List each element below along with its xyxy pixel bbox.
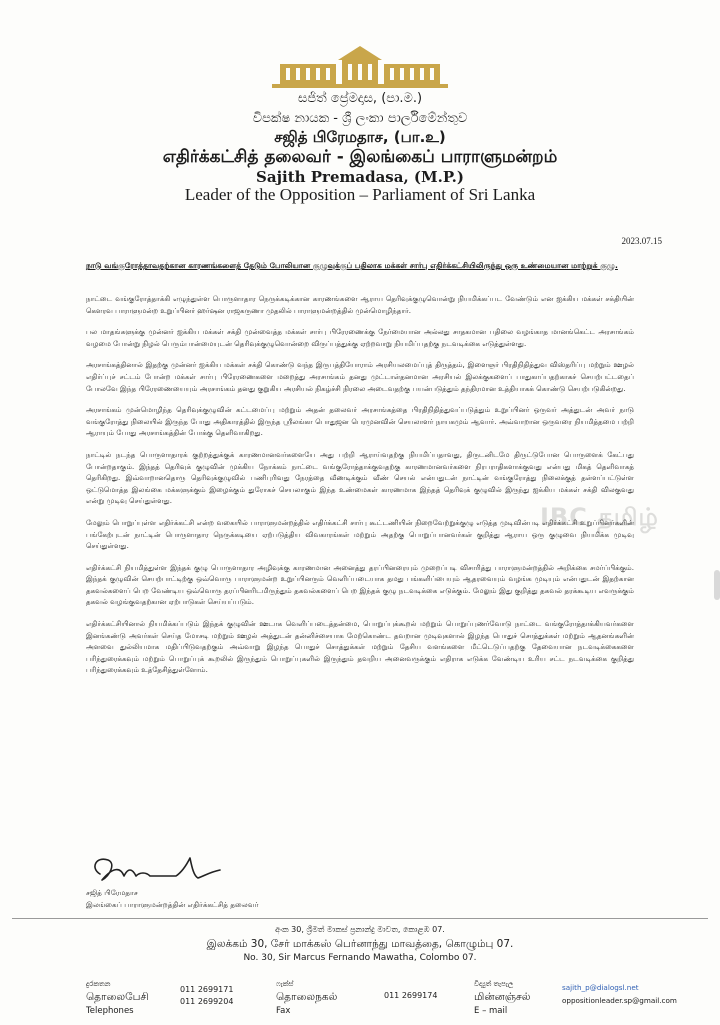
address-english: No. 30, Sir Marcus Fernando Mawatha, Colombo 07. [243, 953, 477, 963]
english-name: Sajith Premadasa, (M.P.) [256, 168, 464, 186]
body-paragraph: எதிர்க்கட்சி நியமித்துள்ள இந்தக் குழு பொருளாதார அழிவுக்கு காரணமான அனைத்து தரப்பினரையும் முறைப்படி விசாரித்து பாராளுமன்றத்தில் அறிக்கை சமர்ப்பிக்கும். இந்தக் குழுவின் செயற்பாட்டிற்கு ஒவ்வொரு பாராளுமன்ற உறுப்பினரும் வெளிப்படையாக தமது பங்களிப்பையும் ஆதரவையும் வழங்க முடியும் என்பதுடன் இதற்கான தகவல்களைப் பெற வேண்டிய ஒவ்வொரு தரப்பினரிடமிருந்தும் தகவல்களைப் பெற இந்தக் குழு நடவடிக்கை எடுக்கும். மேலும் இது குறித்து தகவல் தரக்கூடிய எவருக்கும் தகவல் வழங்குவதற்கான ஏற்பாடுகள் செய்யப்படும். [86, 562, 634, 607]
fax-label-tamil: தொலைநகல் [276, 991, 338, 1003]
phone-number: 011 2699204 [180, 997, 234, 1006]
email-label-english: E – mail [474, 1006, 508, 1016]
letter-body [86, 293, 634, 686]
body-paragraph: எதிர்க்கட்சியினால் நியமிக்கப்படும் இந்தக் குழுவின் ஊடாக வெளிப்படைத்தன்மை, பொறுப்புக்கூறல் மற்றும் பொறுப்புணர்வோடு நாட்டை வங்குரோத்தாக்கியவர்களை இனங்கண்டு அவர்கள் செய்த மோசடி மற்றும் ஊழல் அத்துடன் தன்னிச்சையாக மேற்கொண்ட தவறான முடிவுகளால் இழந்த பொதுச் சொத்துக்கள் மற்றும் ஆதனங்களின் அளவை துல்லியமாக மதிப்பிடுவதற்கும் அவ்வாறு இழந்த பொதுச் சொத்துக்கள் மற்றும் தேசிய வளங்களை மீட்டெடுப்பதற்கு தேவையான நடவடிக்கைகளை பரிந்துரைக்கவும் மற்றும் பொறுப்புக் கூறலில் இருந்தும் பொறுப்புகளில் இருந்தும் தவறிய அனைவருக்கும் எதிராக எடுக்க வேண்டிய உரிய சட்ட நடவடிக்கை குறித்து பரிந்துரைக்கவும் உத்தேசித்துள்ளோம். [86, 619, 634, 675]
sinhala-title: විපක්ෂ නායක - ශ්‍රී ලංකා පාර්ලිමේන්තුව [252, 111, 468, 126]
sinhala-name: සජිත් ප්‍රේමදාස, (පා.ම.) [297, 91, 423, 106]
email-address[interactable]: oppositionleader.sp@gmail.com [562, 996, 677, 1005]
signatory-name: சஜித் பிரேமதாச [86, 888, 138, 897]
email-label-sinhala: විද්‍යුත් තැපැල [474, 980, 514, 988]
body-paragraph: நாட்டில் நடந்த பொருளாதாரக் குற்றத்துக்குக் காரணமானவர்களையே அது பற்றி ஆராய்வதற்கு நியமிப்பதாவது, திருடனிடமே திருட்டுபோன பொருளைக் கேட்பது போன்றதாகும். இந்தத் தெரிவுக் குழுவின் முக்கிய நோக்கம் நாட்டை வங்குரோத்தாக்குவதற்கு காரணமானவர்களை நிரபராதிகளாக்குவது என்பது மிகத் தெளிவாகத் தெரிகிறது. இவ்வாறானதொரு தெரிவுக்குழுவில் பணிபுரிவது நேரத்தை வீணடிக்கும் வீண் செயல் என்பதுடன் நாட்டின் வங்குரோத்து நிலைக்குத் தள்ளப்பட்டுள்ள ஒட்டுமொத்த இலங்கை மக்களுக்கும் இழைக்கும் துரோகச் செயலாகும் இந்த உண்மைகள் காரணமாக இந்தத் தெரிவுக் குழுவில் இருந்து ஐக்கிய மக்கள் சக்தி விலகுவது என்று முடிவு செய்துள்ளது. [86, 449, 634, 506]
tamil-title: எதிர்க்கட்சித் தலைவர் - இலங்கைப் பாராளுமன்றம் [162, 147, 558, 167]
address-sinhala: අංක 30, ශ්‍රීමත් මාකස් ප්‍රනාන්දු මාවත, කොළඹ 07. [275, 925, 445, 934]
signatory-title: இலங்கைப் பாராளுமன்றத்தின் எதிர்க்கட்சித் தலைவர் [86, 900, 259, 909]
fax-label-english: Fax [276, 1006, 291, 1016]
phone-number: 011 2699171 [180, 985, 234, 994]
letter-subject: நாடு வங்குரோத்தாவதற்கான காரணங்களைத் தேடும் போலியான குழுவுக்குப் பதிலாக மக்கள் சார்பு எதிர்க்கட்சியிலிருந்து ஒரு உண்மையான மாற்றுக் குழு. [86, 261, 618, 270]
tamil-name: சஜித் பிரேமதாச, (பா.உ) [274, 128, 446, 146]
body-paragraph: அரசாங்கத்தினால் இதற்கு முன்னர் ஐக்கிய மக்கள் சக்தி கொண்டு வந்த இருபத்தியோராம் அரசியலமைப்புத் திருத்தம், இளைஞர் பிரதிநிதித்துவ விஸ்தரிப்பு மற்றும் ஊழல் எதிர்ப்புச் சட்டம் போன்ற மக்கள் சார்பு பிரேரணைகளை மறைத்து அரசாங்கம் தனது முட்டாள்தனமான அரசியல் இலக்குகளைப் பாதுகாப்பதற்காகச் செயற்பட்டதைப் போலவே இந்த பிரேரணையையும் அரசாங்கம் தனது குறுகிய அரசியல் நிகழ்ச்சி நிரலை அடைவதற்கு பயன்படுத்தும் தந்திரமான உத்தியாகக் கொண்டு செயற்படுகின்றது. [86, 360, 634, 393]
email-label-tamil: மின்னஞ்சல் [474, 991, 531, 1003]
handwritten-signature [86, 846, 246, 890]
ibc-watermark: IBC தமிழ் [540, 503, 659, 531]
phone-label-tamil: தொலைபேசி [86, 991, 149, 1003]
body-paragraph: நாட்டை வங்குரோத்தாக்கி எழுந்துள்ள பொருளாதார நெருக்கடிக்கான காரணங்களை ஆராய தெரிவுக்குழுவொன்று நியமிக்கப்பட வேண்டும் என ஐக்கிய மக்கள் சக்தியின் கௌரவ பாராளுமன்ற உறுப்பினர் ஹர்ஷன ராஜகருணா முதலில் பாராளுமன்றத்தில் முன்மொழிந்தார். [86, 294, 634, 315]
body-paragraph: மேலும் பொறுப்புள்ள எதிர்க்கட்சி என்ற வகையில் பாராளுமன்றத்தில் எதிர்க்கட்சி சார்பு கூட்டணியின் நிறைவேற்றுக்குழு எடுத்த முடிவின்படி எதிர்க்கட்சி உறுப்பினர்களின் பங்கேற்புடன் நாட்டின் பொருளாதார நெருக்கடியை ஏற்படுத்திய விவகாரங்கள் மற்றும் அதற்கு பொறுப்பானவர்கள் குறித்து ஆராய ஒரு குழுவை நியமிக்க முடிவு செய்துள்ளது. [86, 517, 634, 551]
letter-date: 2023.07.15 [621, 236, 662, 246]
email-address[interactable]: sajith_p@dialogsl.net [562, 983, 639, 992]
address-tamil: இலக்கம் 30, சேர் மாக்கஸ் பெர்னாந்து மாவத்தை, கொழும்பு 07. [206, 938, 514, 950]
phone-label-english: Telephones [86, 1006, 134, 1016]
parliament-logo [272, 42, 448, 88]
footer-divider [12, 918, 708, 919]
scroll-indicator[interactable] [714, 570, 720, 600]
fax-number: 011 2699174 [384, 991, 438, 1000]
fax-label-sinhala: ෆැක්ස් [276, 980, 294, 988]
phone-label-sinhala: දුරකතන [86, 980, 111, 988]
body-paragraph: பல மாதங்களுக்கு முன்னர் ஐக்கிய மக்கள் சக்தி முன்வைத்த மக்கள் சார்பு பிரேரணைக்கு நேர்மையான அல்லது சாதகமான பதிலை வழங்காத மானங்கெட்ட அரசாங்கம் வழமை போன்று நிழல் பெரும்பான்மையுடன் தெரிவுக்குழுவொன்றை விருப்பத்துக்கு ஏற்றவாறு நியமிப்பதற்கு நடவடிக்கை எடுத்துள்ளது. [86, 327, 634, 348]
english-title: Leader of the Opposition – Parliament of Sri Lanka [184, 185, 536, 204]
body-paragraph: அரசாங்கம் முன்மொழிந்த தெரிவுக்குழுவின் கட்டமைப்பு மற்றும் அதன் தலைவர் அரசாங்கத்தை பிரதிநிதித்துவப்படுத்தும் உறுப்பினர் ஒருவர் அத்துடன் அவர் நாடு வங்குரோத்து நிலையில் இருந்த போது அதிகாரத்தில் இருந்த ஸ்ரீலங்கா பொதுஜன பெரமுனவின் செயலாளர் நாயகமும் ஆவார். அவ்வாறான ஒருவரை நியமித்தமை பற்றி ஆராயும் போது அரசாங்கத்தின் போக்கு தெளிவாகிறது. [86, 405, 634, 438]
